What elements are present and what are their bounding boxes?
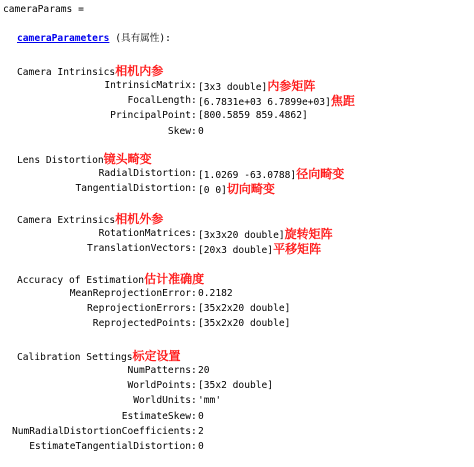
section-header: [17, 213, 163, 227]
separator: :: [191, 395, 197, 407]
property-row: [0, 288, 474, 300]
property-value: [198, 441, 204, 453]
section-annotation: 相机外参: [115, 212, 164, 226]
separator: :: [191, 380, 197, 392]
property-row: [0, 411, 474, 423]
property-annotation: 焦距: [330, 94, 355, 109]
property-row: [0, 441, 474, 453]
section-header: [17, 65, 163, 79]
property-value: [198, 318, 290, 330]
property-annotation: 平移矩阵: [273, 242, 322, 257]
property-row: [0, 183, 474, 195]
property-value: [198, 110, 308, 122]
section-title: Accuracy of Estimation: [17, 275, 145, 286]
property-name: PrincipalPoint: [110, 110, 191, 122]
property-row: [0, 303, 474, 315]
property-annotation: 内参矩阵: [267, 79, 316, 93]
class-suffix: (具有属性):: [109, 33, 171, 44]
separator: :: [191, 125, 197, 137]
property-row: [0, 243, 474, 255]
property-value-text: 0: [198, 441, 204, 452]
property-name: WorldUnits: [133, 395, 191, 407]
section-header: [17, 153, 152, 167]
property-value: [198, 168, 344, 182]
property-annotation: 径向畸变: [296, 167, 345, 181]
section-annotation: 估计准确度: [144, 272, 205, 286]
property-value-text: 0.2182: [198, 288, 233, 299]
property-value-text: 2: [198, 425, 204, 437]
separator: :: [191, 168, 197, 179]
property-value: [198, 426, 204, 438]
property-value-text: [35x2 double]: [198, 380, 274, 392]
section-annotation: 镜头畸变: [103, 152, 152, 166]
separator: :: [191, 318, 197, 330]
separator: :: [191, 95, 197, 107]
property-value: [198, 303, 290, 315]
property-name: NumRadialDistortionCoefficients: [11, 425, 191, 437]
property-value: [198, 365, 210, 377]
section-annotation: 标定设置: [132, 349, 181, 363]
section-title: Calibration Settings: [17, 352, 133, 363]
separator: :: [191, 441, 197, 452]
section-title: Camera Intrinsics: [17, 67, 116, 78]
property-name: ReprojectedPoints: [92, 318, 191, 330]
property-value: [198, 95, 355, 109]
property-value: [198, 288, 233, 300]
property-row: [0, 380, 474, 392]
property-value-text: [35x2x20 double]: [198, 303, 291, 315]
separator: :: [191, 110, 197, 122]
property-name: EstimateTangentialDistortion: [29, 441, 191, 452]
property-value-text: [800.5859 859.4862]: [198, 110, 308, 122]
property-row: [0, 395, 474, 407]
separator: :: [191, 183, 197, 195]
property-annotation: 切向畸变: [226, 182, 275, 197]
property-value: [198, 126, 204, 138]
section-annotation: 相机内参: [115, 64, 164, 78]
property-value-text: [1.0269 -63.0788]: [198, 170, 297, 181]
separator: :: [191, 410, 197, 422]
property-value-text: 0: [198, 125, 204, 137]
property-value-text: [0 0]: [198, 185, 227, 197]
property-name: FocalLength: [127, 95, 191, 107]
property-value: [198, 411, 204, 423]
property-name: Skew: [167, 125, 191, 137]
property-name: TangentialDistortion: [75, 183, 191, 195]
section-title: Camera Extrinsics: [17, 215, 116, 226]
property-value-text: [3x3 double]: [198, 82, 268, 93]
section-header: [17, 273, 204, 287]
section-header: [17, 350, 181, 364]
property-value-text: 'mm': [198, 395, 222, 407]
property-name: RotationMatrices: [98, 228, 191, 239]
property-row: [0, 110, 474, 122]
property-value-text: 0: [198, 410, 204, 422]
property-value: [198, 228, 333, 242]
property-row: [0, 168, 474, 180]
property-row: [0, 80, 474, 92]
property-row: [0, 318, 474, 330]
separator: :: [191, 243, 197, 255]
property-value-text: 20: [198, 365, 210, 376]
variable-name-line: cameraParams =: [3, 4, 84, 15]
property-name: MeanReprojectionError: [69, 288, 191, 299]
property-annotation: 旋转矩阵: [284, 227, 333, 241]
class-header: [17, 33, 171, 45]
property-name: NumPatterns: [127, 365, 191, 376]
separator: :: [191, 303, 197, 315]
property-value: [198, 395, 221, 407]
property-row: [0, 126, 474, 138]
property-value: [198, 183, 275, 197]
class-link[interactable]: cameraParameters: [17, 33, 110, 44]
property-name: WorldPoints: [127, 380, 191, 392]
property-row: [0, 426, 474, 438]
property-value-text: [6.7831e+03 6.7899e+03]: [198, 97, 331, 109]
separator: :: [191, 288, 197, 299]
property-value-text: [3x3x20 double]: [198, 230, 285, 241]
property-name: IntrinsicMatrix: [104, 80, 191, 91]
separator: :: [191, 425, 197, 437]
property-name: ReprojectionErrors: [87, 303, 191, 315]
property-row: [0, 228, 474, 240]
property-value: [198, 243, 321, 257]
property-value: [198, 80, 315, 94]
property-row: [0, 95, 474, 107]
property-name: TranslationVectors: [87, 243, 191, 255]
section-title: Lens Distortion: [17, 155, 104, 166]
separator: :: [191, 80, 197, 91]
property-value-text: [20x3 double]: [198, 245, 274, 257]
separator: :: [191, 228, 197, 239]
property-value-text: [35x2x20 double]: [198, 318, 291, 330]
property-name: RadialDistortion: [98, 168, 191, 179]
property-name: EstimateSkew: [121, 410, 191, 422]
property-row: [0, 365, 474, 377]
separator: :: [191, 365, 197, 376]
property-value: [198, 380, 273, 392]
